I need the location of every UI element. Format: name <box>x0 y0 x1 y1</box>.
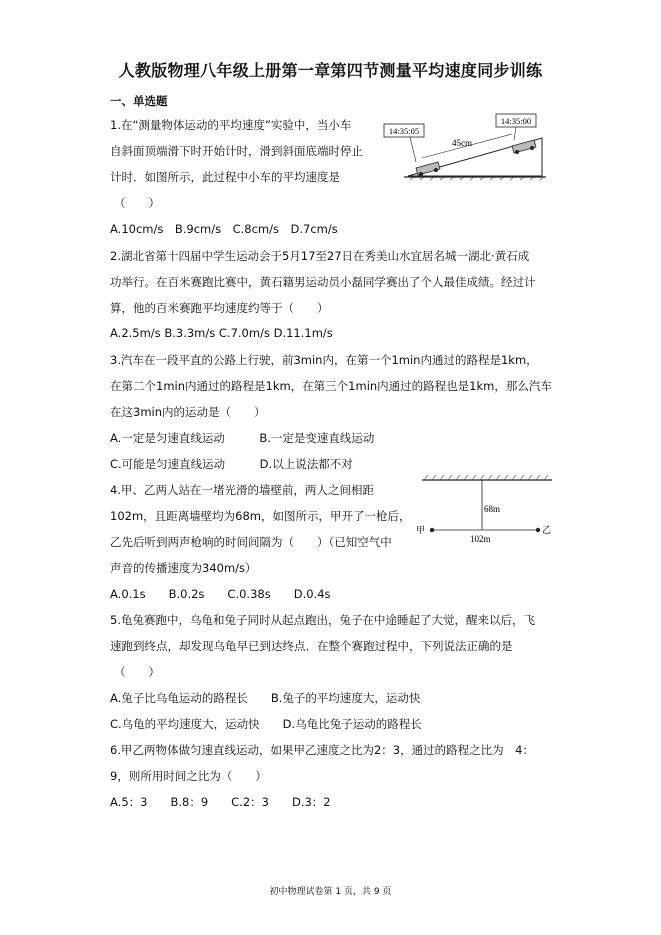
q3-line-1: 3.汽车在一段平直的公路上行驶，前3min内，在第一个1min内通过的路程是1km， <box>110 353 538 367</box>
q5-line-2: 速跑到终点，却发现乌龟早已到达终点．在整个赛跑过程中，下列说法正确的是 <box>110 639 513 653</box>
person-a-label: 甲 <box>416 525 426 535</box>
q5-line-1: 5.龟兔赛跑中，乌龟和兔子同时从起点跑出，兔子在中途睡起了大觉，醒来以后，飞 <box>110 613 535 627</box>
q5-line-3: （ ） <box>114 665 160 679</box>
q1-line-2: 自斜面顶端滑下时开始计时，滑到斜面底端时停止 <box>110 144 363 158</box>
timer-left-label: 14:35:05 <box>388 126 420 136</box>
q1-line-1: 1.在“测量物体运动的平均速度”实验中，当小车 <box>110 118 352 132</box>
car-top <box>512 140 536 154</box>
q2-line-3: 算，他的百米赛跑平均速度约等于（ ） <box>110 301 329 315</box>
section-heading: 一、单选题 <box>110 94 168 108</box>
distance-label: 45cm <box>452 138 472 148</box>
q4-line-2: 102m，且距离墙壁均为68m，如图所示，甲开了一枪后， <box>110 509 411 523</box>
q3-options-row-1: A.一定是匀速直线运动 B.一定是变速直线运动 <box>110 431 375 445</box>
page-title: 人教版物理八年级上册第一章第四节测量平均速度同步训练 <box>118 61 543 80</box>
q4-line-4: 声音的传播速度为340m/s） <box>110 561 257 575</box>
incline-figure <box>380 110 550 185</box>
q3-options-row-2: C.可能是匀速直线运动 D.以上说法都不对 <box>110 457 353 471</box>
wall-figure <box>412 472 560 550</box>
q6-line-1: 6.甲乙两物体做匀速直线运动，如果甲乙速度之比为2：3，通过的路程之比为 4： <box>110 743 534 757</box>
q4-line-1: 4.甲、乙两人站在一堵光滑的墙壁前，两人之间相距 <box>110 483 374 497</box>
q1-options: A.10cm/s B.9cm/s C.8cm/s D.7cm/s <box>110 222 338 236</box>
q2-line-2: 功举行。在百米赛跑比赛中，黄石籍男运动员小磊同学赛出了个人最佳成绩。经过计 <box>110 275 536 289</box>
page-footer: 初中物理试卷第 1 页，共 9 页 <box>269 887 392 897</box>
q2-options: A.2.5m/s B.3.3m/s C.7.0m/s D.11.1m/s <box>110 326 333 340</box>
q1-line-4: （ ） <box>114 196 160 210</box>
person-b-label: 乙 <box>542 525 552 535</box>
wall-distance-label: 68m <box>484 504 501 514</box>
q5-options-row-1: A.兔子比乌龟运动的路程长 B.兔子的平均速度大，运动快 <box>110 691 421 705</box>
q3-line-3: 在这3min内的运动是（ ） <box>110 405 266 419</box>
car-bottom <box>416 162 440 176</box>
q4-line-3: 乙先后听到两声枪响的时间间隔为（ ）（已知空气中 <box>110 535 392 549</box>
q6-options: A.5：3 B.8：9 C.2：3 D.3：2 <box>110 795 331 809</box>
timer-right-label: 14:35:00 <box>500 116 532 126</box>
q2-line-1: 2.湖北省第十四届中学生运动会于5月17至27日在秀美山水宜居名城一湖北·黄石成 <box>110 249 530 263</box>
q1-line-3: 计时．如图所示，此过程中小车的平均速度是 <box>110 170 340 184</box>
q6-line-2: 9，则所用时间之比为（ ） <box>110 769 267 783</box>
q3-line-2: 在第二个1min内通过的路程是1km，在第三个1min内通过的路程也是1km，那么汽车 <box>110 379 552 393</box>
between-distance-label: 102m <box>470 534 491 544</box>
q4-options: A.0.1s B.0.2s C.0.38s D.0.4s <box>110 587 331 601</box>
q5-options-row-2: C.乌龟的平均速度大，运动快 D.乌龟比兔子运动的路程长 <box>110 717 422 731</box>
